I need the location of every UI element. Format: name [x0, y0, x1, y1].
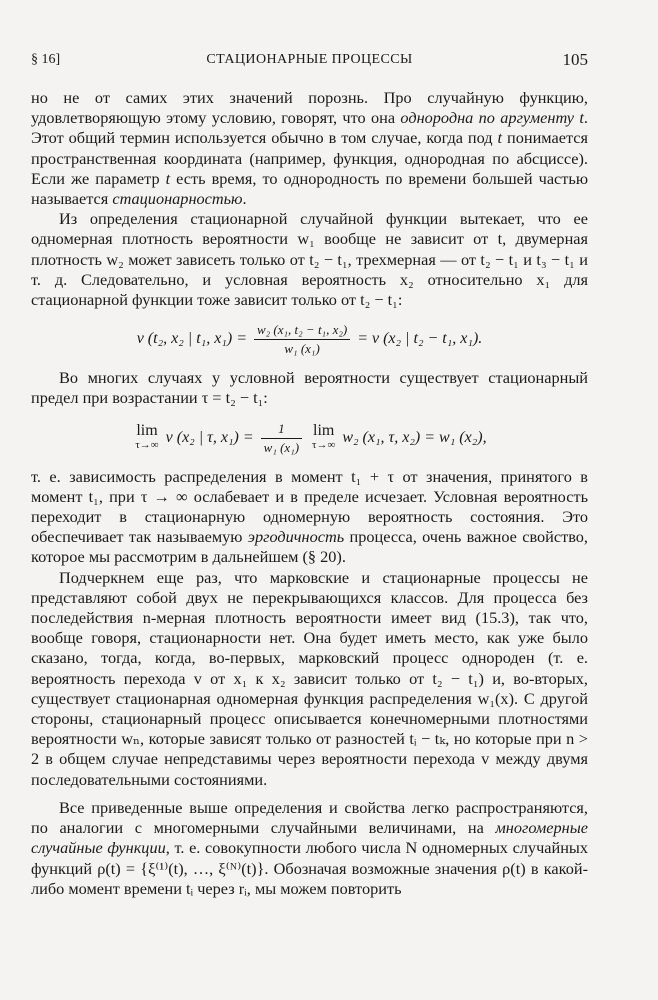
equation-fraction: [261, 421, 302, 456]
equation-rhs: w₂ (x₁, τ, x₂) = w₁ (x₂),: [342, 428, 487, 446]
emphasis-term: стационарностью: [112, 189, 243, 209]
running-header: [31, 50, 588, 74]
paragraph-text: .: [242, 189, 247, 209]
emphasis-term: эргодичность: [247, 527, 345, 547]
paragraph-6: [31, 798, 588, 899]
emphasis-term: однородна по аргументу: [400, 108, 575, 128]
fraction-denominator: w₁ (x₁): [284, 341, 320, 357]
paragraph-4: [31, 467, 588, 568]
paragraph-1: [31, 88, 588, 209]
fraction-denominator: w₁ (x₁): [263, 439, 300, 455]
emphasis-term: многомерные случайные функции: [31, 818, 588, 858]
page-body: [31, 88, 588, 899]
equation-1: [31, 322, 588, 357]
limit-operator: [312, 423, 335, 453]
equation-2: [31, 421, 588, 456]
variable: t: [497, 128, 503, 148]
paragraph-text: процесса, очень важное свойство, которое мы рассмотрим в дальнейшем (§ 20).: [31, 527, 588, 567]
limit-label: lim: [136, 422, 158, 440]
page-number: 105: [562, 50, 588, 69]
paragraph-text: Все приведенные выше определения и свойства легко распространяются, по аналогии с многомерными случайными величинами, на: [31, 797, 588, 838]
paragraph-2: Из определения стационарной случайной функции вытекает, что ее одномерная плотность вероятности w₁ вообще не зависит от t, двумерная плотность w₂ может зависеть только от t₂ − t₁, трехмерная — от t₂ − t₁ и t₃ − t₁ и т. д. Следовательно, и условная вероятность x₂ относительно x₁ для стационарной функции тоже зависит только от t₂ − t₁:: [31, 209, 588, 310]
limit-label: lim: [313, 422, 335, 440]
limit-subscript: τ→∞: [312, 439, 336, 452]
paragraph-3: Во многих случаях у условной вероятности существует стационарный предел при возрастании τ = t₂ − t₁:: [31, 368, 588, 408]
paragraph-5: Подчеркнем еще раз, что марковские и стационарные процессы не представляют собой двух не перекрывающихся классов. Для процесса без последействия n-мерная плотность вероятности имеет вид (15.3), так что, вообще говоря, стационарности нет. Она будет иметь место, как уже было сказано, тогда, когда, во-первых, марковский процесс однороден (т. е. вероятность перехода v от x₁ к x₂ зависит только от t₂ − t₁) и, во-вторых, существует стационарная одномерная функция распределения w₁(x). С другой стороны, стационарный процесс описывается конечномерными плотностями вероятности wₙ, которые зависят только от разностей tᵢ − tₖ, но которые при n > 2 в общем случае непредставимы через вероятности перехода v между двумя последовательными состояниями.: [31, 567, 588, 789]
fraction-numerator: w₂ (x₁, t₂ − t₁, x₂): [254, 322, 350, 340]
section-marker: § 16]: [31, 52, 61, 67]
equation-lhs: v (x₂ | τ, x₁) =: [165, 428, 254, 446]
running-title: СТАЦИОНАРНЫЕ ПРОЦЕССЫ: [206, 52, 413, 67]
fraction-numerator: 1: [261, 421, 302, 439]
limit-subscript: τ→∞: [135, 439, 159, 452]
paragraph-text: но не от самих этих значений порознь. Про случайную функцию, удовлетворяющую этому условию, говорят, что она: [31, 88, 588, 128]
variable: t: [165, 168, 171, 188]
equation-lhs: v (t₂, x₂ | t₁, x₁) =: [136, 330, 247, 348]
equation-fraction: [254, 322, 350, 357]
paragraph-text: т. е. зависимость распределения в момент t₁ + τ от значения, принятого в момент t₁, при τ → ∞ ослабевает и в пределе исчезает. Условная вероятность переходит в стационарную одномерную вероятность состояния. Это обеспечивает так называемую: [31, 466, 588, 547]
equation-rhs: = v (x₂ | t₂ − t₁, x₁).: [357, 330, 483, 348]
limit-operator: [135, 423, 158, 453]
variable: t: [579, 108, 584, 128]
paragraph-text: , т. е. совокупности любого числа N одномерных случайных функций ρ(t) = {ξ⁽¹⁾(t), …, ξ⁽ᴺ⁾(t)}. Обозначая возможные значения ρ(t) в какой-либо момент времени tᵢ через rᵢ, мы можем повторить: [31, 838, 588, 898]
paragraph-text: есть время, то однородность по времени большей частью называется: [31, 168, 588, 209]
paragraph-text: . Этот общий термин используется обычно в том случае, когда под: [31, 108, 588, 148]
paragraph-text: понимается пространственная координата (например, функция, однородная по абсциссе). Если же параметр: [31, 128, 588, 188]
